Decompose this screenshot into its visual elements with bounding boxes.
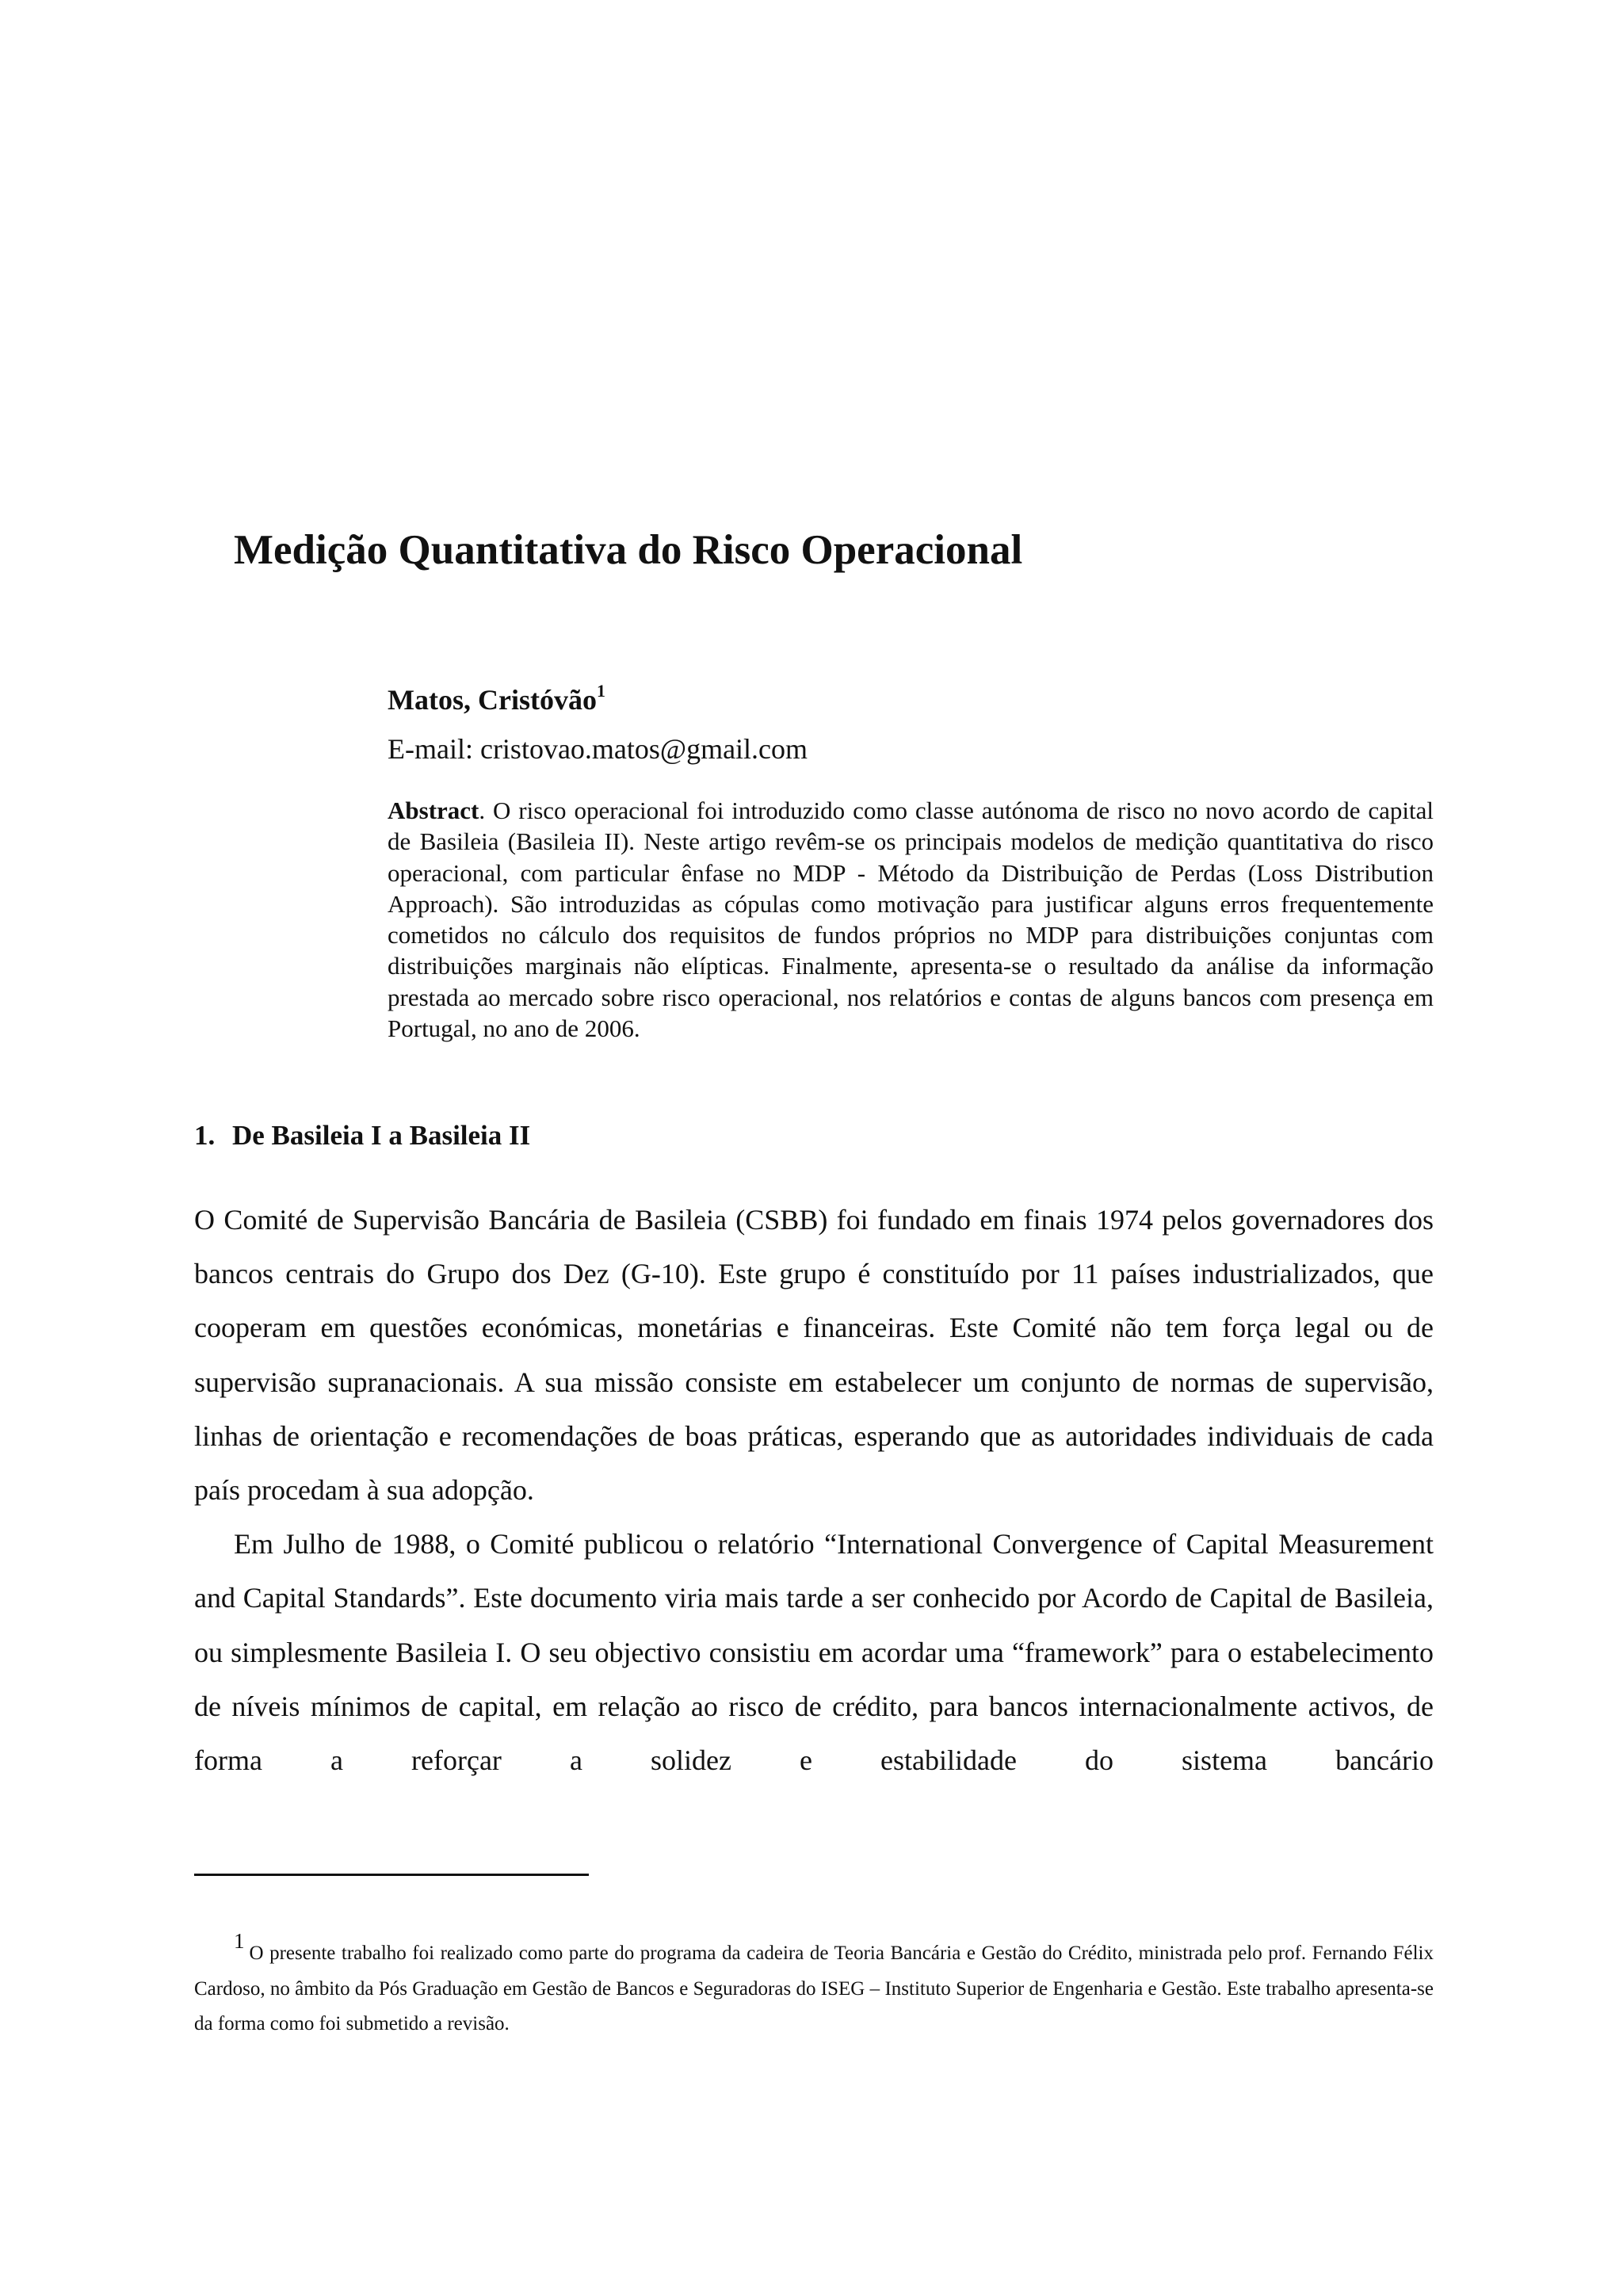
section-heading xyxy=(194,1116,530,1156)
footnote-separator xyxy=(194,1874,589,1876)
section-number: 1. xyxy=(194,1120,216,1151)
footnote-paragraph: 1O presente trabalho foi realizado como parte do programa da cadeira de Teoria Bancária e Gestão do Crédito, ministrada pelo prof. Fernando Félix Cardoso, no âmbito da Pós Graduação em Gestão de Bancos e Seguradoras do ISEG – Instituto Superior de Engenharia e Gestão. Este trabalho apresenta-se da forma como foi submetido a revisão. xyxy=(194,1929,1434,2034)
section-title: De Basileia I a Basileia II xyxy=(232,1120,531,1151)
abstract-label: Abstract xyxy=(388,797,479,824)
body-paragraph-1: O Comité de Supervisão Bancária de Basileia (CSBB) foi fundado em finais 1974 pelos governadores dos bancos centrais do Grupo dos Dez (G-10). Este grupo é constituído por 11 países industrializados, que cooperam em questões económicas, monetárias e financeiras. Este Comité não tem força legal ou de supervisão supranacionais. A sua missão consiste em estabelecer um conjunto de normas de supervisão, linhas de orientação e recomendações de boas práticas, esperando que as autoridades individuais de cada país procedam à sua adopção. xyxy=(194,1204,1434,1507)
abstract-text: . O risco operacional foi introduzido como classe autónoma de risco no novo acordo de capital de Basileia (Basileia II). Neste artigo revêm-se os principais modelos de medição quantitativa do risco operacional, com particular ênfase no MDP - Método da Distribuição de Perdas (Loss Distribution Approach). São introduzidas as cópulas como motivação para justificar alguns erros frequentemente cometidos no cálculo dos requisitos de fundos próprios no MDP para distribuições conjuntas com distribuições marginais não elípticas. Finalmente, apresenta-se o resultado da análise da informação prestada ao mercado sobre risco operacional, nos relatórios e contas de alguns bancos com presença em Portugal, no ano de 2006. xyxy=(388,797,1434,1043)
author-email: E-mail: cristovao.matos@gmail.com xyxy=(388,733,808,765)
author-name xyxy=(388,680,1434,720)
paper-title: Medição Quantitativa do Risco Operacional xyxy=(234,527,1023,573)
body-paragraph-2: Em Julho de 1988, o Comité publicou o relatório “International Convergence of Capital Measurement and Capital Standards”. Este documento viria mais tarde a ser conhecido por Acordo de Capital de Basileia, ou simplesmente Basileia I. O seu objectivo consistiu em acordar uma “framework” para o estabelecimento de níveis mínimos de capital, em relação ao risco de crédito, para bancos internacionalmente activos, de forma a reforçar a solidez e estabilidade do sistema bancário xyxy=(194,1528,1434,1777)
footnote xyxy=(194,1929,1434,2042)
section-body xyxy=(194,1193,1434,1787)
author-block xyxy=(388,680,1434,1044)
footnote-text: O presente trabalho foi realizado como parte do programa da cadeira de Teoria Bancária e Gestão do Crédito, ministrada pelo prof. Fernando Félix Cardoso, no âmbito da Pós Graduação em Gestão de Bancos e Seguradoras do ISEG – Instituto Superior de Engenharia e Gestão. Este trabalho apresenta-se da forma como foi submetido a revisão. xyxy=(194,1943,1434,2034)
abstract xyxy=(388,795,1434,1044)
author-name-text: Matos, Cristóvão xyxy=(388,684,597,716)
author-footnote-ref: 1 xyxy=(596,681,605,701)
